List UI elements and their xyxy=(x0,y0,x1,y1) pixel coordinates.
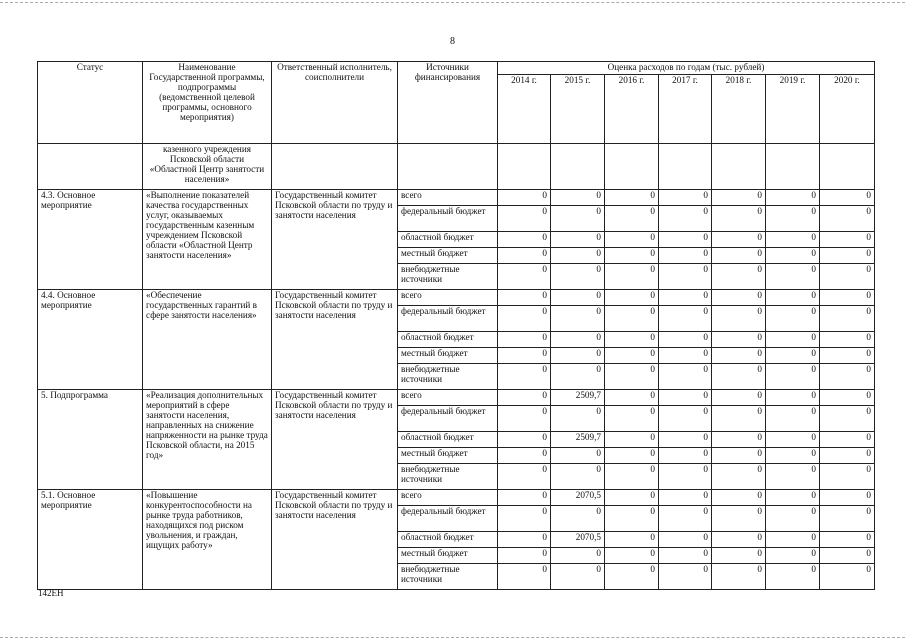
amount-cell: 0 xyxy=(605,489,659,505)
amount-cell: 0 xyxy=(605,463,659,489)
amount-cell: 0 xyxy=(820,205,875,231)
amount-cell: 0 xyxy=(712,447,766,463)
amount-cell: 0 xyxy=(766,405,820,431)
amount-cell: 2070,5 xyxy=(551,489,605,505)
amount-cell: 0 xyxy=(766,247,820,263)
amount-cell: 0 xyxy=(659,531,712,547)
amount-cell: 0 xyxy=(659,463,712,489)
header-name: Наименование Государственной программы, подпрограммы (ведомственной целевой программы, основного мероприятия) xyxy=(143,62,272,144)
funding-source: внебюджетные источники xyxy=(398,563,498,589)
amount-cell: 0 xyxy=(605,331,659,347)
amount-cell: 0 xyxy=(551,263,605,289)
amount-cell: 2509,7 xyxy=(551,389,605,405)
amount-cell: 0 xyxy=(766,263,820,289)
funding-source: всего xyxy=(398,289,498,305)
amount-cell: 0 xyxy=(551,405,605,431)
funding-source: федеральный бюджет xyxy=(398,205,498,231)
amount-cell: 0 xyxy=(551,289,605,305)
amount-cell: 0 xyxy=(605,563,659,589)
amount-cell: 0 xyxy=(712,463,766,489)
amount-cell: 0 xyxy=(551,463,605,489)
section-status: 4.3. Основное мероприятие xyxy=(38,189,143,289)
amount-cell: 0 xyxy=(659,547,712,563)
amount-cell: 2509,7 xyxy=(551,431,605,447)
amount-cell: 0 xyxy=(659,431,712,447)
amount-cell: 0 xyxy=(766,205,820,231)
amount-cell: 0 xyxy=(712,331,766,347)
amount-cell: 0 xyxy=(498,363,551,389)
amount-cell: 0 xyxy=(766,231,820,247)
amount-cell: 0 xyxy=(605,447,659,463)
section-status: 4.4. Основное мероприятие xyxy=(38,289,143,389)
amount-cell: 0 xyxy=(712,405,766,431)
amount-cell: 0 xyxy=(551,363,605,389)
section-name: «Обеспечение государственных гарантий в сфере занятости населения» xyxy=(143,289,272,389)
funding-source: областной бюджет xyxy=(398,431,498,447)
amount-cell: 0 xyxy=(766,447,820,463)
funding-source: федеральный бюджет xyxy=(398,505,498,531)
amount-cell: 0 xyxy=(712,189,766,205)
amount-cell: 0 xyxy=(605,189,659,205)
funding-source: местный бюджет xyxy=(398,547,498,563)
amount-cell: 0 xyxy=(498,389,551,405)
continuation-cell xyxy=(498,143,551,189)
amount-cell: 0 xyxy=(498,463,551,489)
funding-source: местный бюджет xyxy=(398,247,498,263)
funding-source: внебюджетные источники xyxy=(398,263,498,289)
section-executor: Государственный комитет Псковской области по труду и занятости населения xyxy=(272,189,398,289)
amount-cell: 0 xyxy=(659,289,712,305)
amount-cell: 0 xyxy=(712,305,766,331)
footer-code: 142EH xyxy=(38,588,64,598)
section-status: 5. Подпрограмма xyxy=(38,389,143,489)
funding-source: местный бюджет xyxy=(398,447,498,463)
continuation-cell xyxy=(605,143,659,189)
amount-cell: 0 xyxy=(820,263,875,289)
amount-cell: 0 xyxy=(659,231,712,247)
amount-cell: 0 xyxy=(498,447,551,463)
amount-cell: 0 xyxy=(551,547,605,563)
amount-cell: 0 xyxy=(551,447,605,463)
amount-cell: 0 xyxy=(659,205,712,231)
amount-cell: 0 xyxy=(766,305,820,331)
amount-cell: 0 xyxy=(498,247,551,263)
continuation-cell xyxy=(820,143,875,189)
amount-cell: 0 xyxy=(820,463,875,489)
budget-table xyxy=(37,61,875,590)
amount-cell: 0 xyxy=(659,305,712,331)
amount-cell: 0 xyxy=(712,489,766,505)
amount-cell: 0 xyxy=(820,231,875,247)
amount-cell: 0 xyxy=(605,505,659,531)
amount-cell: 0 xyxy=(712,231,766,247)
continuation-cell xyxy=(712,143,766,189)
amount-cell: 0 xyxy=(712,431,766,447)
amount-cell: 0 xyxy=(498,189,551,205)
amount-cell: 0 xyxy=(820,347,875,363)
amount-cell: 0 xyxy=(820,563,875,589)
amount-cell: 0 xyxy=(820,431,875,447)
continuation-source xyxy=(398,143,498,189)
amount-cell: 0 xyxy=(605,547,659,563)
amount-cell: 0 xyxy=(659,347,712,363)
section-status: 5.1. Основное мероприятие xyxy=(38,489,143,589)
header-year: 2020 г. xyxy=(820,74,875,143)
continuation-cell xyxy=(659,143,712,189)
amount-cell: 0 xyxy=(712,205,766,231)
amount-cell: 0 xyxy=(766,463,820,489)
amount-cell: 0 xyxy=(712,263,766,289)
amount-cell: 0 xyxy=(605,347,659,363)
funding-source: внебюджетные источники xyxy=(398,463,498,489)
amount-cell: 0 xyxy=(605,531,659,547)
header-year: 2016 г. xyxy=(605,74,659,143)
amount-cell: 0 xyxy=(712,289,766,305)
amount-cell: 0 xyxy=(820,331,875,347)
page-edge-bottom xyxy=(0,637,905,639)
amount-cell: 0 xyxy=(820,447,875,463)
amount-cell: 0 xyxy=(551,189,605,205)
amount-cell: 0 xyxy=(498,205,551,231)
amount-cell: 0 xyxy=(820,405,875,431)
amount-cell: 0 xyxy=(605,405,659,431)
amount-cell: 0 xyxy=(498,489,551,505)
amount-cell: 0 xyxy=(766,189,820,205)
amount-cell: 0 xyxy=(659,405,712,431)
continuation-status xyxy=(38,143,143,189)
section-name: «Повышение конкурентоспособности на рынке труда работников, находящихся под риском увольнения, и граждан, ищущих работу» xyxy=(143,489,272,589)
amount-cell: 0 xyxy=(659,331,712,347)
amount-cell: 0 xyxy=(712,547,766,563)
amount-cell: 0 xyxy=(498,289,551,305)
table-body xyxy=(38,143,875,589)
funding-source: федеральный бюджет xyxy=(398,405,498,431)
amount-cell: 0 xyxy=(659,389,712,405)
amount-cell: 0 xyxy=(605,289,659,305)
amount-cell: 0 xyxy=(551,231,605,247)
funding-source: областной бюджет xyxy=(398,331,498,347)
continuation-row xyxy=(38,143,875,189)
amount-cell: 0 xyxy=(605,431,659,447)
amount-cell: 0 xyxy=(551,505,605,531)
amount-cell: 0 xyxy=(766,331,820,347)
amount-cell: 0 xyxy=(659,263,712,289)
header-sources: Источники финансирования xyxy=(398,62,498,144)
amount-cell: 0 xyxy=(820,247,875,263)
amount-cell: 0 xyxy=(820,389,875,405)
amount-cell: 0 xyxy=(820,189,875,205)
amount-cell: 0 xyxy=(659,505,712,531)
amount-cell: 0 xyxy=(820,363,875,389)
amount-cell: 0 xyxy=(766,531,820,547)
header-year: 2017 г. xyxy=(659,74,712,143)
funding-source: всего xyxy=(398,189,498,205)
page-number: 8 xyxy=(450,36,455,47)
amount-cell: 0 xyxy=(820,489,875,505)
amount-cell: 0 xyxy=(551,563,605,589)
amount-cell: 0 xyxy=(498,405,551,431)
section-executor: Государственный комитет Псковской области по труду и занятости населения xyxy=(272,489,398,589)
amount-cell: 0 xyxy=(766,547,820,563)
amount-cell: 0 xyxy=(766,505,820,531)
amount-cell: 0 xyxy=(712,389,766,405)
funding-source: областной бюджет xyxy=(398,531,498,547)
funding-source: местный бюджет xyxy=(398,347,498,363)
amount-cell: 0 xyxy=(712,247,766,263)
funding-source: всего xyxy=(398,389,498,405)
amount-cell: 0 xyxy=(766,431,820,447)
amount-cell: 0 xyxy=(820,305,875,331)
continuation-cell xyxy=(551,143,605,189)
amount-cell: 0 xyxy=(605,389,659,405)
amount-cell: 0 xyxy=(498,263,551,289)
continuation-name: казенного учреждения Псковской области «Областной Центр занятости населения» xyxy=(143,143,272,189)
amount-cell: 0 xyxy=(659,489,712,505)
page-edge-top xyxy=(0,2,905,4)
amount-cell: 0 xyxy=(498,347,551,363)
table-row xyxy=(38,189,875,205)
table-row xyxy=(38,489,875,505)
amount-cell: 0 xyxy=(820,531,875,547)
continuation-cell xyxy=(766,143,820,189)
amount-cell: 0 xyxy=(659,189,712,205)
amount-cell: 0 xyxy=(659,247,712,263)
amount-cell: 0 xyxy=(712,347,766,363)
funding-source: всего xyxy=(398,489,498,505)
amount-cell: 0 xyxy=(766,489,820,505)
header-status: Статус xyxy=(38,62,143,144)
funding-source: федеральный бюджет xyxy=(398,305,498,331)
header-executor: Ответственный исполнитель, соисполнители xyxy=(272,62,398,144)
amount-cell: 0 xyxy=(605,205,659,231)
amount-cell: 0 xyxy=(659,563,712,589)
amount-cell: 0 xyxy=(551,305,605,331)
amount-cell: 0 xyxy=(659,363,712,389)
amount-cell: 0 xyxy=(820,289,875,305)
amount-cell: 0 xyxy=(498,305,551,331)
amount-cell: 0 xyxy=(659,447,712,463)
amount-cell: 0 xyxy=(551,331,605,347)
amount-cell: 0 xyxy=(712,531,766,547)
amount-cell: 0 xyxy=(498,531,551,547)
amount-cell: 0 xyxy=(605,247,659,263)
amount-cell: 0 xyxy=(712,363,766,389)
amount-cell: 0 xyxy=(498,231,551,247)
amount-cell: 0 xyxy=(498,505,551,531)
continuation-executor xyxy=(272,143,398,189)
section-name: «Выполнение показателей качества государственных услуг, оказываемых государственным казенным учреждением Псковской области «Областной Центр занятости населения» xyxy=(143,189,272,289)
amount-cell: 0 xyxy=(498,431,551,447)
table-row xyxy=(38,289,875,305)
amount-cell: 0 xyxy=(551,247,605,263)
section-executor: Государственный комитет Псковской области по труду и занятости населения xyxy=(272,289,398,389)
amount-cell: 0 xyxy=(498,331,551,347)
amount-cell: 0 xyxy=(551,205,605,231)
amount-cell: 0 xyxy=(605,305,659,331)
amount-cell: 0 xyxy=(820,547,875,563)
amount-cell: 0 xyxy=(712,505,766,531)
section-executor: Государственный комитет Псковской области по труду и занятости населения xyxy=(272,389,398,489)
amount-cell: 0 xyxy=(551,347,605,363)
header-year: 2015 г. xyxy=(551,74,605,143)
header-estimate: Оценка расходов по годам (тыс. рублей) xyxy=(498,62,875,75)
amount-cell: 0 xyxy=(820,505,875,531)
amount-cell: 0 xyxy=(766,289,820,305)
header-year: 2014 г. xyxy=(498,74,551,143)
funding-source: внебюджетные источники xyxy=(398,363,498,389)
amount-cell: 0 xyxy=(712,563,766,589)
amount-cell: 0 xyxy=(605,363,659,389)
amount-cell: 0 xyxy=(498,563,551,589)
funding-source: областной бюджет xyxy=(398,231,498,247)
header-year: 2019 г. xyxy=(766,74,820,143)
table-row xyxy=(38,389,875,405)
amount-cell: 2070,5 xyxy=(551,531,605,547)
amount-cell: 0 xyxy=(766,347,820,363)
section-name: «Реализация дополнительных мероприятий в сфере занятости населения, направленных на снижение напряженности на рынке труда Псковской области, на 2015 год» xyxy=(143,389,272,489)
amount-cell: 0 xyxy=(766,563,820,589)
amount-cell: 0 xyxy=(605,231,659,247)
amount-cell: 0 xyxy=(498,547,551,563)
amount-cell: 0 xyxy=(766,363,820,389)
amount-cell: 0 xyxy=(605,263,659,289)
amount-cell: 0 xyxy=(766,389,820,405)
header-year: 2018 г. xyxy=(712,74,766,143)
table-header xyxy=(38,62,875,144)
